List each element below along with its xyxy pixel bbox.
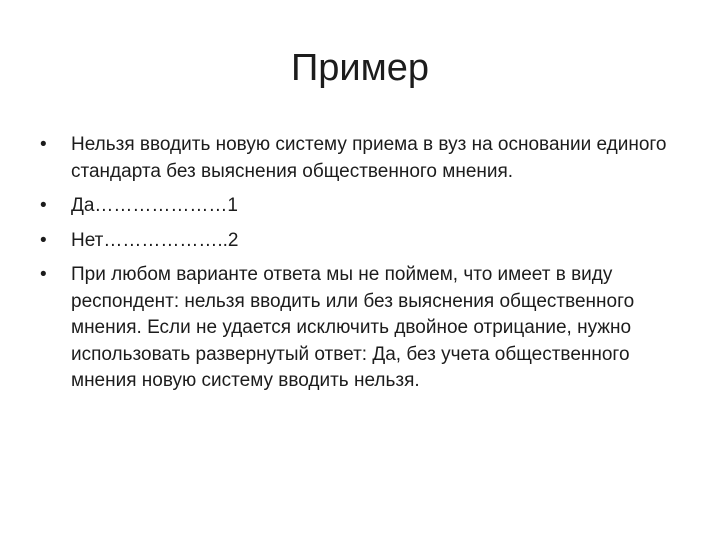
bullet-text: Нет………………..2 [71,229,239,251]
bullet-list [36,132,686,403]
bullet-text: Да…………………1 [71,195,239,216]
bullet-dot-icon: • [40,264,47,285]
bullet-dot-icon: • [40,195,47,216]
bullet-item-statement [36,132,686,185]
bullet-item-explanation [36,262,686,395]
bullet-dot-icon: • [40,134,47,155]
bullet-text: Нельзя вводить новую систему приема в вуз на основании единого стандарта без выяснения общественного мнения. [71,134,667,182]
slide-title: Пример [290,47,430,89]
bullet-text: При любом варианте ответа мы не поймем, что имеет в виду респондент: нельзя вводить или без выяснения общественного мнения. Если не удается исключить двойное отрицание, нужно использовать развернутый ответ: Да, без учета общественного мнения новую систему вводить нельзя. [71,264,635,391]
bullet-item-answer-yes [36,193,686,220]
bullet-item-answer-no [36,228,686,255]
bullet-dot-icon: • [40,229,47,251]
